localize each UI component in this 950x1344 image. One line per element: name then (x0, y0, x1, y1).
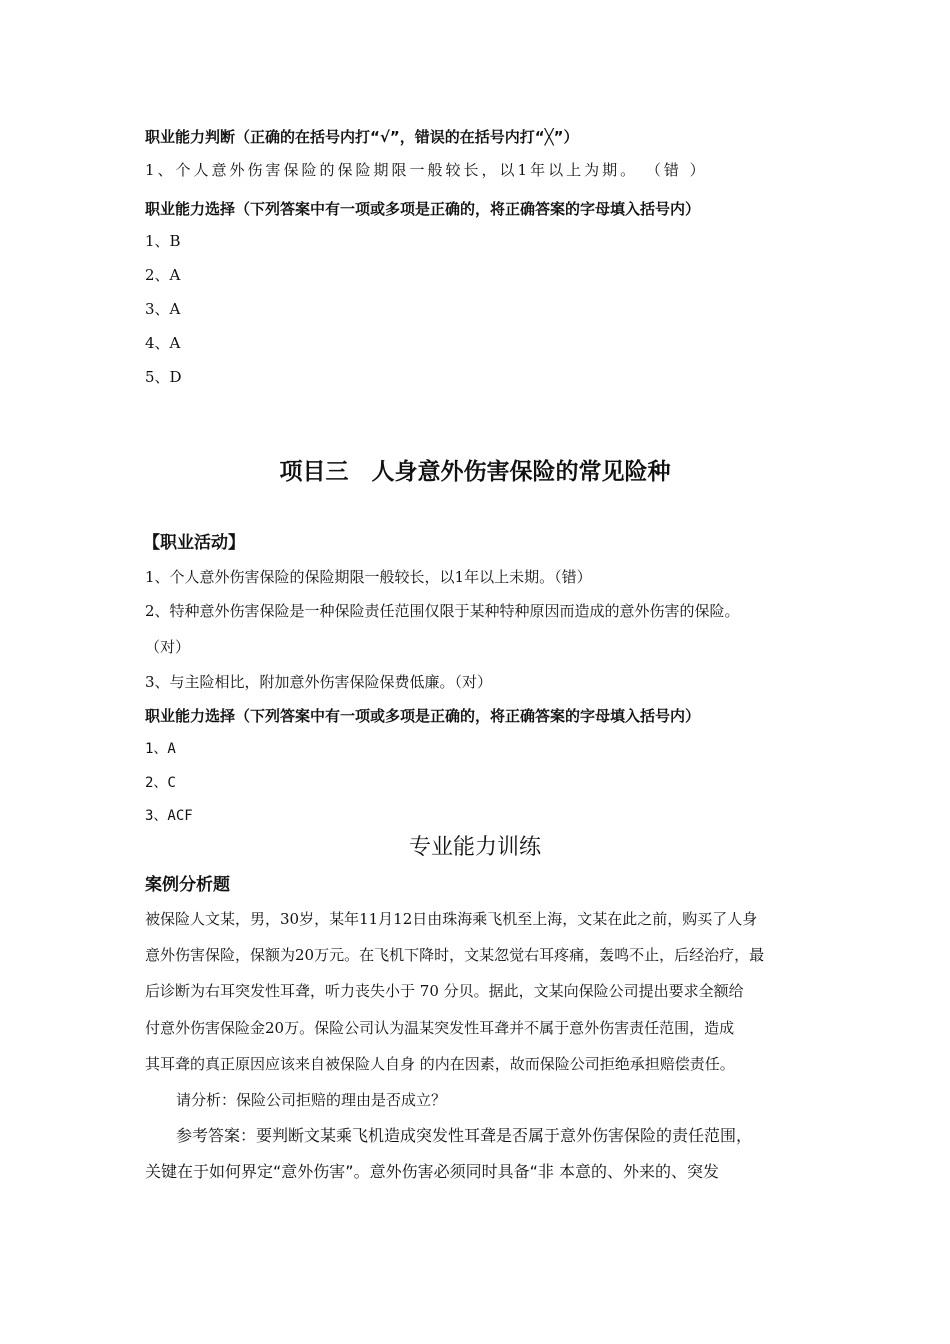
case-heading: 案例分析题 (145, 875, 230, 895)
answer-item: 1、B (145, 232, 181, 250)
activity-item: 3、与主险相比，附加意外伤害保险保费低廉。（对） (145, 673, 493, 691)
case-paragraph-line: 后诊断为右耳突发性耳聋，听力丧失小于 70 分贝。据此，文某向保险公司提出要求全额给 (145, 982, 744, 1000)
answer-item: 3、A (145, 300, 181, 318)
answer-item: 2、C (145, 775, 176, 791)
activity-item: 2、特种意外伤害保险是一种保险责任范围仅限于某种特种原因而造成的意外伤害的保险。 (145, 602, 740, 620)
choice-heading-1: 职业能力选择（下列答案中有一项或多项是正确的，将正确答案的字母填入括号内） (145, 200, 701, 218)
answer-item: 2、A (145, 266, 181, 284)
answer-item: 1、A (145, 741, 176, 757)
case-paragraph-line: 其耳聋的真正原因应该来自被保险人自身 的内在因素，故而保险公司拒绝承担赔偿责任。 (145, 1055, 735, 1073)
project-title: 项目三 人身意外伤害保险的常见险种 (279, 459, 671, 485)
choice-heading-2: 职业能力选择（下列答案中有一项或多项是正确的，将正确答案的字母填入括号内） (145, 707, 701, 725)
case-paragraph-line: 被保险人文某，男，30岁，某年11月12日由珠海乘飞机至上海，文某在此之前，购买了人身 (145, 910, 758, 928)
case-paragraph-line: 付意外伤害保险金20万。保险公司认为温某突发性耳聋并不属于意外伤害责任范围，造成 (145, 1019, 735, 1037)
answer-item: 4、A (145, 334, 181, 352)
activity-item: （对） (145, 638, 191, 656)
judgment-question-1: 1、个人意外伤害保险的保险期限一般较长，以1年以上为期。 （错 ） (145, 161, 708, 179)
answer-paragraph-line: 关键在于如何界定“意外伤害”。意外伤害必须同时具备“非 本意的、外来的、突发 (145, 1162, 719, 1181)
case-paragraph-line: 意外伤害保险，保额为20万元。在飞机下降时，文某忽觉右耳疼痛，轰鸣不止，后经治疗，最 (145, 946, 765, 964)
case-question: 请分析：保险公司拒赔的理由是否成立？ (176, 1091, 447, 1109)
activity-heading: 【职业活动】 (143, 533, 245, 553)
answer-item: 3、ACF (145, 808, 193, 824)
activity-item: 1、个人意外伤害保险的保险期限一般较长，以1年以上未期。（错） (145, 568, 592, 586)
judgment-heading: 职业能力判断（正确的在括号内打“√”，错误的在括号内打“╳”） (145, 128, 579, 146)
answer-paragraph-line: 参考答案：要判断文某乘飞机造成突发性耳聋是否属于意外伤害保险的责任范围， (176, 1126, 753, 1145)
answer-item: 5、D (145, 368, 182, 386)
training-title: 专业能力训练 (408, 835, 541, 860)
